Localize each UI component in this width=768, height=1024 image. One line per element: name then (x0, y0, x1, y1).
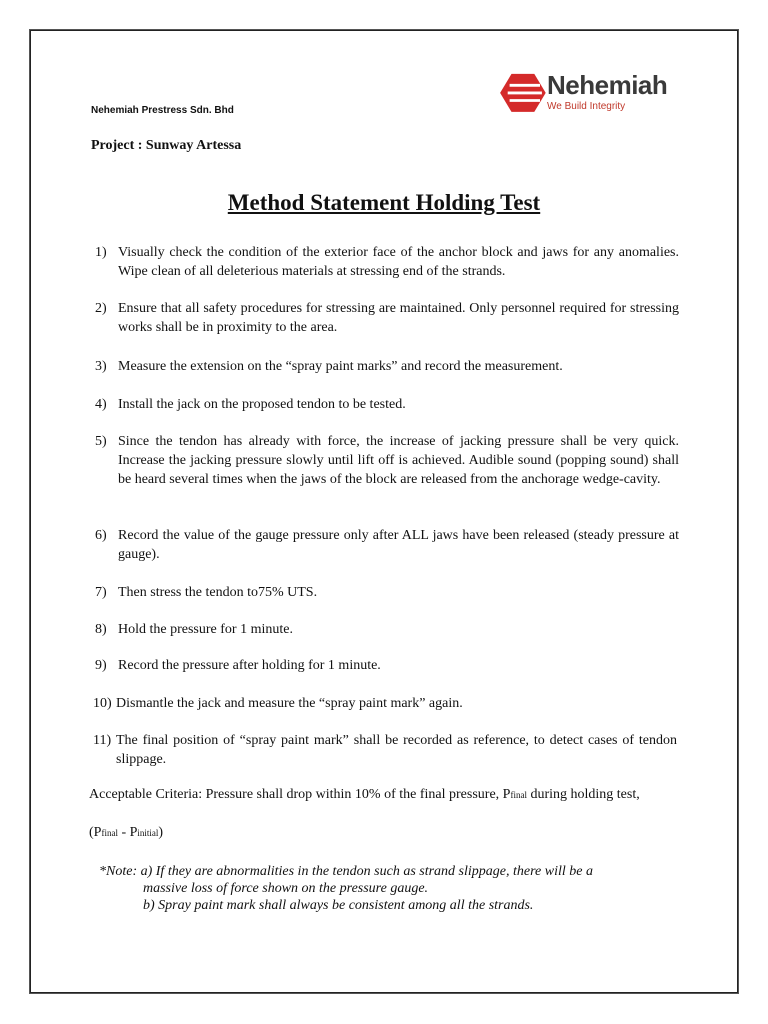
step-number: 4) (95, 397, 107, 412)
logo-tagline: We Build Integrity (547, 101, 626, 112)
step-3 (95, 357, 679, 376)
note-block (99, 863, 659, 914)
company-name: Nehemiah Prestress Sdn. Bhd (91, 105, 234, 116)
step-number: 10) (93, 696, 112, 711)
note-line-2: massive loss of force shown on the pressure gauge. (143, 881, 429, 896)
step-number: 11) (93, 733, 112, 748)
step-10 (93, 694, 677, 713)
step-number: 9) (95, 658, 107, 673)
page-border (30, 30, 738, 993)
step-number: 3) (95, 359, 107, 374)
acceptable-criteria: Acceptable Criteria: Pressure shall drop within 10% of the final pressure, Pfinal during holding test, (89, 787, 640, 802)
step-text: The final position of “spray paint mark” shall be recorded as reference, to detect cases of tendon slippage. (116, 733, 677, 767)
step-text: Since the tendon has already with force, the increase of jacking pressure shall be very quick. Increase the jacking pressure slowly until lift off is achieved. Audible sound (popping sound) shall be heard several times when the jaws of the block are released from the anchorage wedge-cavity. (118, 434, 679, 487)
note-line-3: b) Spray paint mark shall always be consistent among all the strands. (143, 898, 534, 913)
step-text: Ensure that all safety procedures for stressing are maintained. Only personnel required for stressing works shall be in proximity to the area. (118, 301, 679, 335)
project-label: Project : Sunway Artessa (91, 138, 242, 153)
logo-wordmark: Nehemiah (547, 70, 668, 100)
step-1 (95, 243, 679, 281)
step-text: Record the pressure after holding for 1 minute. (118, 658, 381, 673)
step-4 (95, 395, 679, 414)
step-number: 2) (95, 301, 107, 316)
step-7 (95, 583, 679, 602)
step-2 (95, 299, 679, 337)
step-9 (95, 656, 679, 675)
step-text: Hold the pressure for 1 minute. (118, 622, 293, 637)
step-number: 7) (95, 585, 107, 600)
step-text: Then stress the tendon to75% UTS. (118, 585, 318, 600)
note-line-1: *Note: a) If they are abnormalities in the tendon such as strand slippage, there will be a (99, 864, 593, 879)
step-5 (95, 432, 679, 489)
step-number: 8) (95, 622, 107, 637)
step-number: 5) (95, 434, 107, 449)
step-text: Dismantle the jack and measure the “spray paint mark” again. (116, 696, 463, 711)
step-text: Record the value of the gauge pressure only after ALL jaws have been released (steady pressure at gauge). (118, 528, 679, 562)
document-title: Method Statement Holding Test (227, 190, 541, 215)
pressure-formula: (Pfinal - Pinitial) (89, 825, 164, 840)
step-6 (95, 526, 679, 564)
step-text: Visually check the condition of the exterior face of the anchor block and jaws for any anomalies. Wipe clean of all deleterious materials at stressing end of the strands. (118, 245, 679, 279)
step-number: 1) (95, 245, 107, 260)
step-number: 6) (95, 528, 107, 543)
step-text: Install the jack on the proposed tendon to be tested. (118, 397, 406, 412)
step-8 (95, 620, 679, 639)
step-11 (93, 731, 677, 769)
step-text: Measure the extension on the “spray paint marks” and record the measurement. (118, 359, 563, 374)
